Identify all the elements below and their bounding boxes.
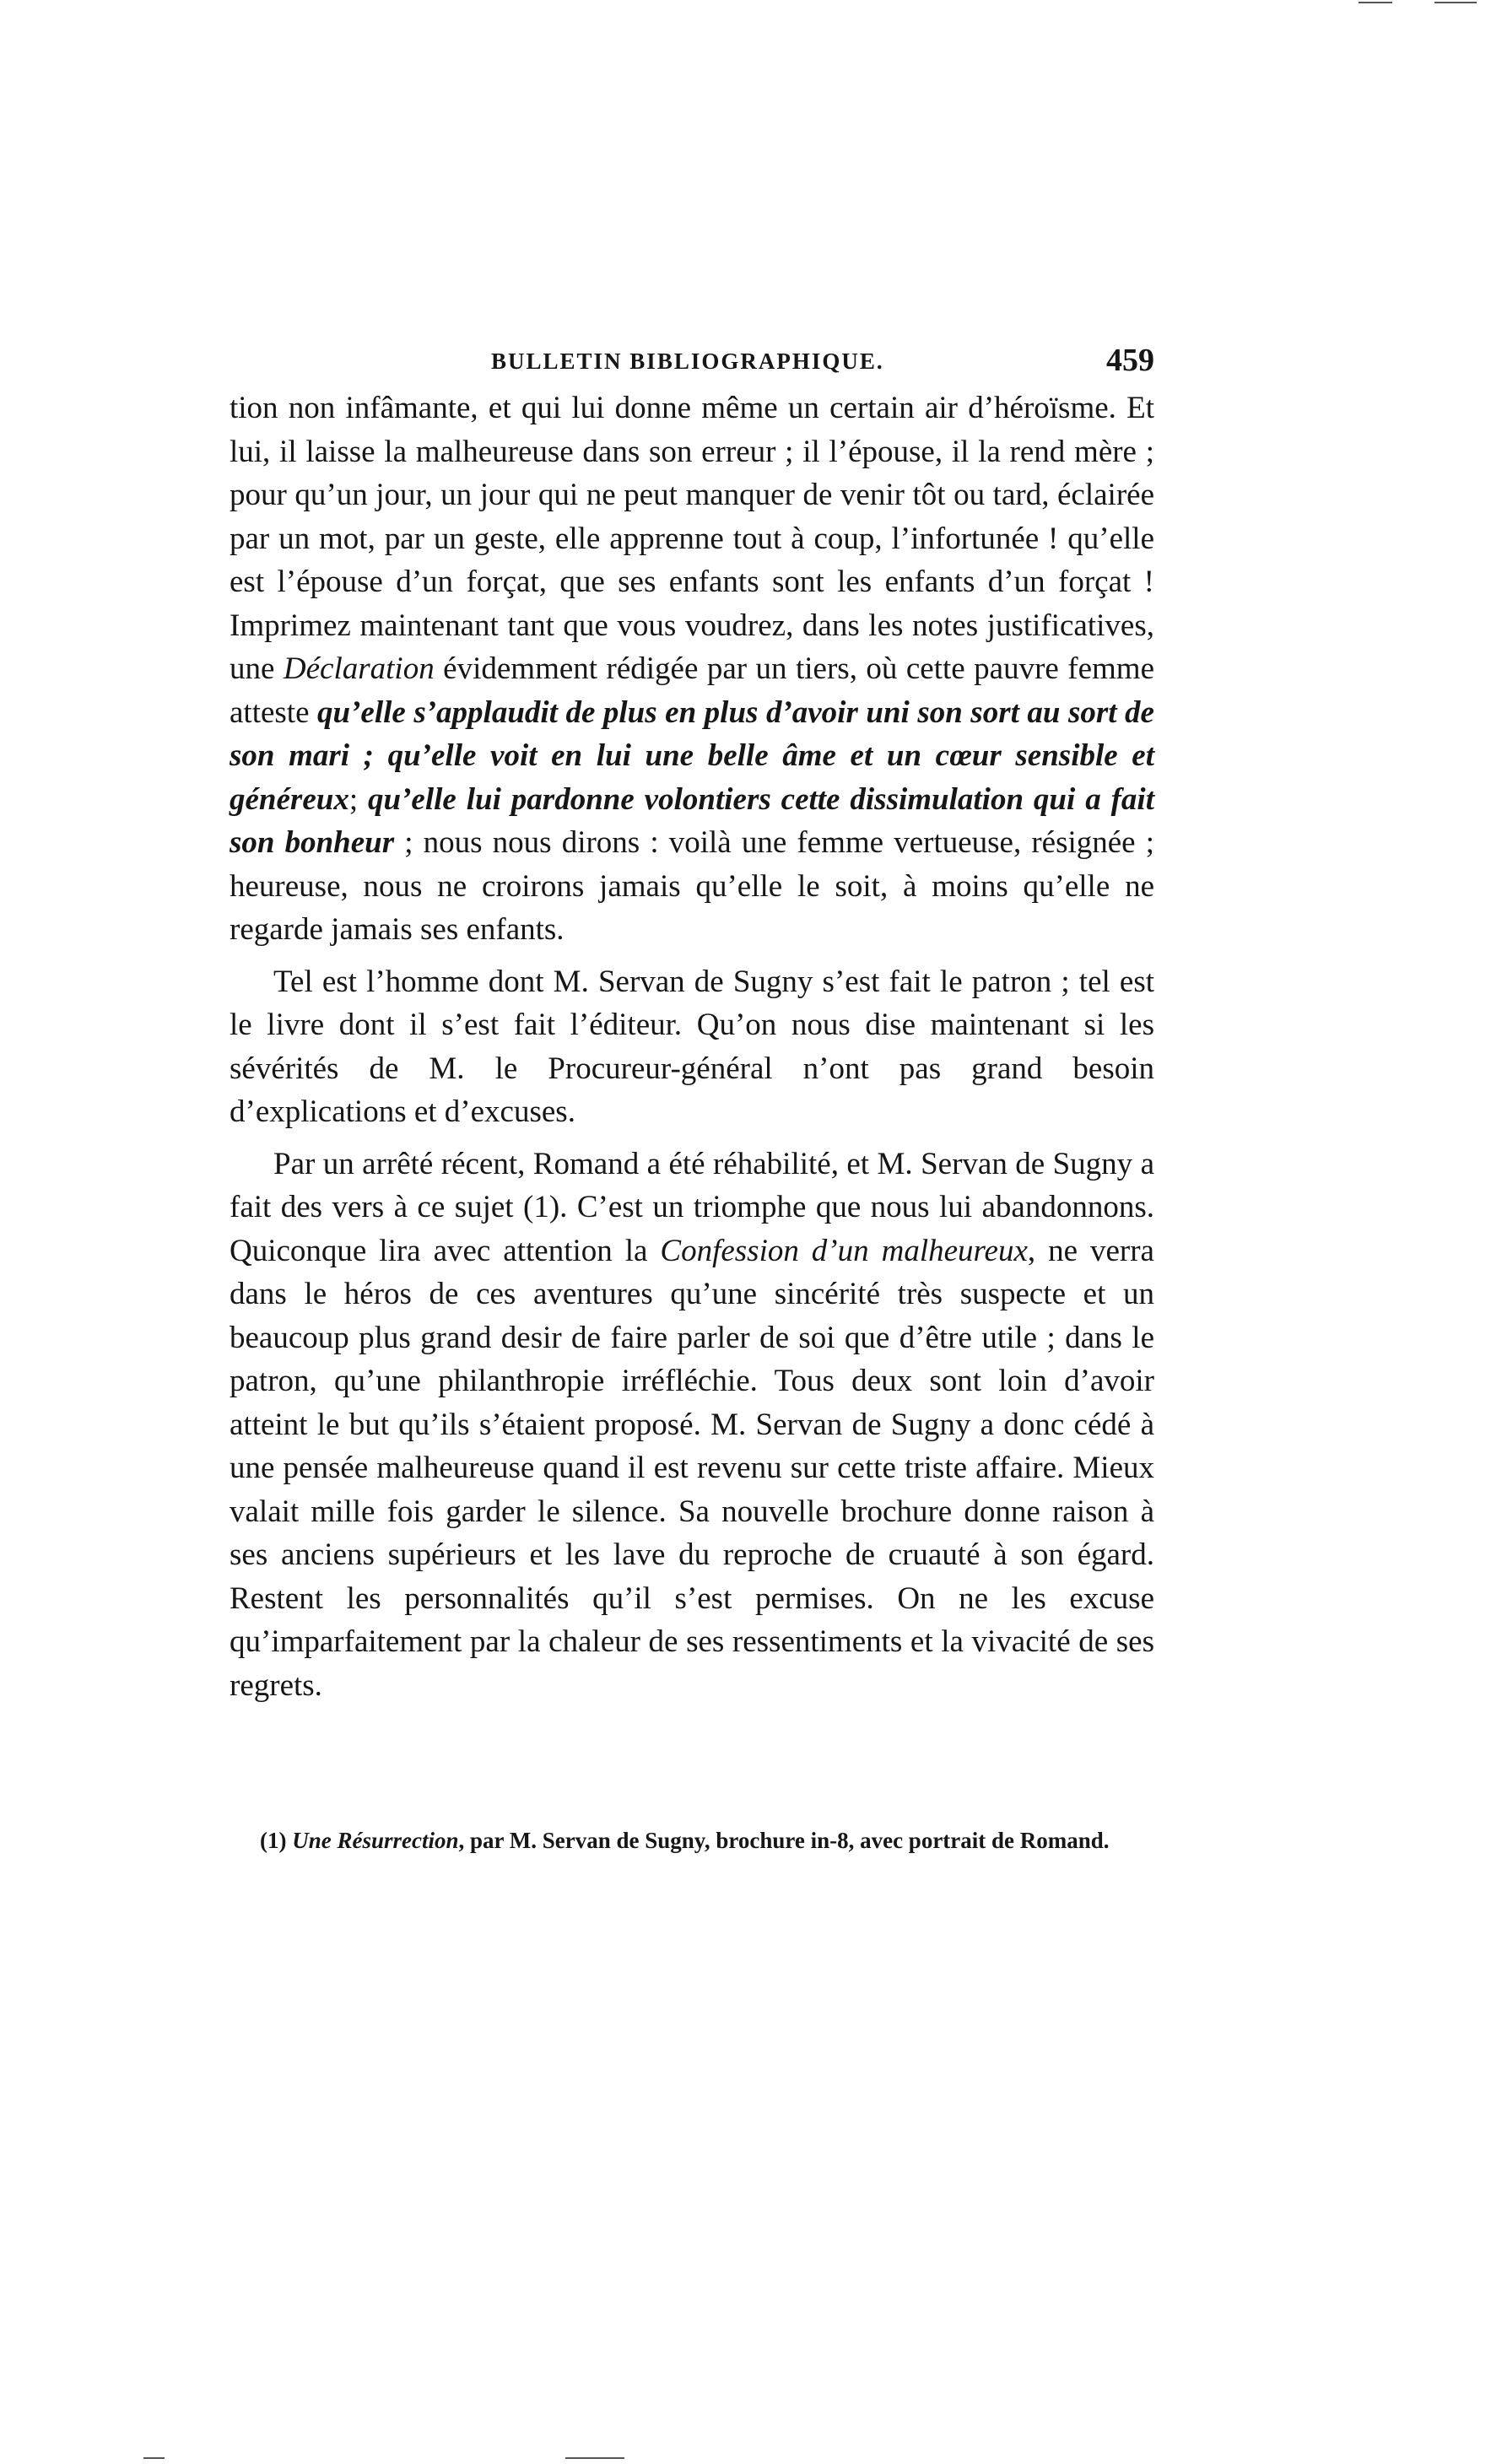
text-segment: Par un arrêté récent, Romand a été réhabilité, et M. Servan de Sugny a fait des vers à ce sujet (1). C’est un triomphe que nous lui abandonnons. Quiconque lira avec attention la: [230, 1146, 1154, 1268]
text-segment: ;: [348, 781, 369, 817]
italic-declaration: Déclaration: [283, 651, 435, 686]
text-segment: ; nous nous dirons : voilà une femme vertueuse, résignée ; heureuse, nous ne croirons jamais qu’elle le soit, à moins qu’elle ne regarde jamais ses enfants.: [230, 825, 1154, 947]
footnote-text: , par M. Servan de Sugny, brochure in-8, avec portrait de Romand.: [458, 1828, 1110, 1853]
text-segment: Tel est l’homme dont M. Servan de Sugny s’est fait le patron ; tel est le livre dont il s’est fait l’éditeur. Qu’on nous dise maintenant si les sévérités de M. le Procureur-général n’ont pas grand besoin d’explications et d’excuses.: [230, 964, 1154, 1129]
footnote-marker: (1): [260, 1828, 287, 1853]
scan-edge-mark: [565, 2457, 624, 2459]
scan-edge-mark: [143, 2457, 165, 2459]
text-segment: tion non infâmante, et qui lui donne même un certain air d’héroïsme. Et lui, il laisse la malheureuse dans son erreur ; il l’épouse, il la rend mère ; pour qu’un jour, un jour qui ne peut manquer de venir tôt ou tard, éclairée par un mot, par un geste, elle apprenne tout à coup, l’infortunée ! qu’elle est l’épouse d’un forçat, que ses enfants sont les enfants d’un forçat ! Imprimez maintenant tant que vous voudrez, dans les notes justificatives, une: [230, 391, 1154, 686]
italic-quotation: qu’elle lui pardonne volontiers cette dissimulation qui a fait son bonheur: [230, 781, 1154, 860]
scan-edge-mark: [1359, 2, 1392, 3]
paragraph-2: [230, 960, 1154, 1134]
footnote-title: Une Résurrection: [292, 1828, 459, 1853]
page-number: 459: [1106, 343, 1154, 378]
paragraph-1: [230, 386, 1154, 952]
italic-book-title: Confession d’un malheureux: [660, 1233, 1028, 1268]
text-segment: évidemment rédigée par un tiers, où cette pauvre femme atteste: [230, 651, 1154, 730]
paragraph-3: [230, 1143, 1154, 1708]
running-title: BULLETIN BIBLIOGRAPHIQUE.: [491, 349, 884, 374]
footnote: [230, 1821, 1154, 1861]
italic-quotation: qu’elle s’applaudit de plus en plus d’avoir uni son sort au sort de son mari ; qu’elle voit en lui une belle âme et un cœur sensible et généreux: [230, 694, 1154, 817]
text-segment: , ne verra dans le héros de ces aventures qu’une sincérité très suspecte et un beaucoup plus grand desir de faire parler de soi que d’être utile ; dans le patron, qu’une philanthropie irréfléchie. Tous deux sont loin d’avoir atteint le but qu’ils s’étaient proposé. M. Servan de Sugny a donc cédé à une pensée malheureuse quand il est revenu sur cette triste affaire. Mieux valait mille fois garder le silence. Sa nouvelle brochure donne raison à ses anciens supérieurs et les lave du reproche de cruauté à son égard. Restent les personnalités qu’il s’est permises. On ne les excuse qu’imparfaitement par la chaleur de ses ressentiments et la vivacité de ses regrets.: [230, 1233, 1154, 1703]
scan-edge-mark: [1434, 2, 1477, 3]
page-header: [230, 342, 1154, 384]
body-text: [230, 386, 1154, 1707]
